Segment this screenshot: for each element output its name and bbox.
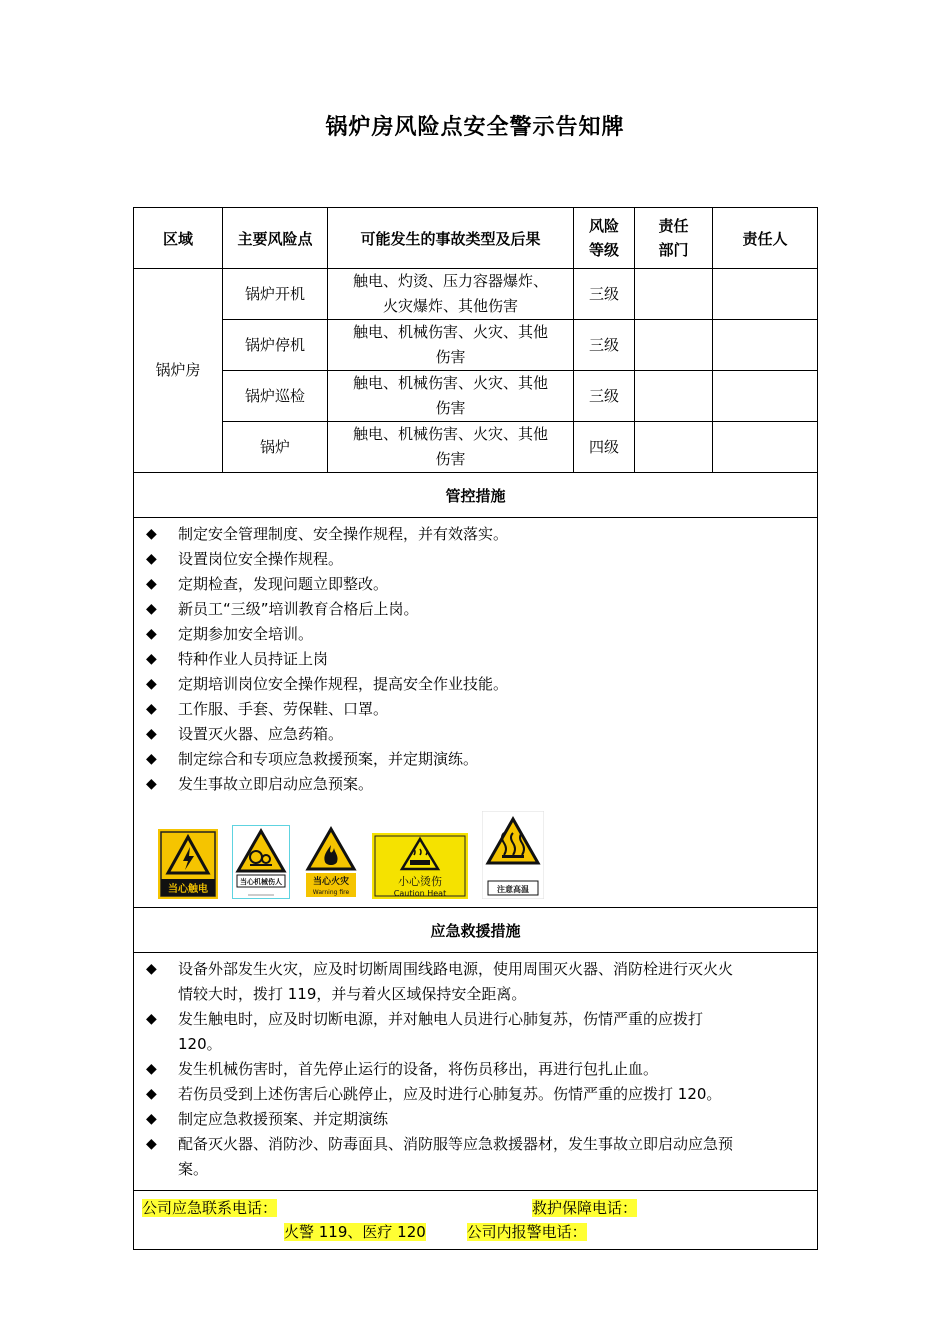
bullet-icon: ◆ xyxy=(146,776,157,792)
bullet-icon: ◆ xyxy=(146,1061,157,1077)
rescue-heading: 应急救援措施 xyxy=(134,908,818,953)
list-item: ◆ 特种作业人员持证上岗 xyxy=(144,647,809,672)
fire-medical-phone-label: 火警 119、医疗 120 xyxy=(284,1223,426,1241)
bullet-icon: ◆ xyxy=(146,576,157,592)
bullet-icon: ◆ xyxy=(146,701,157,717)
fire-warning-sign-icon xyxy=(304,825,358,899)
bullet-icon: ◆ xyxy=(146,526,157,542)
high-temperature-sign-icon xyxy=(482,811,544,899)
header-risk-level: 风险 等级 xyxy=(574,208,635,269)
risk-level-cell: 四级 xyxy=(574,422,635,473)
scald-caution-sign-icon xyxy=(372,833,468,899)
list-item: ◆ 定期检查，发现问题立即整改。 xyxy=(144,572,809,597)
bullet-icon: ◆ xyxy=(146,1086,157,1102)
risk-level-cell: 三级 xyxy=(574,320,635,371)
list-item: ◆ 新员工“三级”培训教育合格后上岗。 xyxy=(144,597,809,622)
svg-text:当心触电: 当心触电 xyxy=(168,884,208,895)
risk-point-cell: 锅炉巡检 xyxy=(223,371,328,422)
bullet-icon: ◆ xyxy=(146,676,157,692)
header-risk-point: 主要风险点 xyxy=(223,208,328,269)
svg-text:当心火灾: 当心火灾 xyxy=(312,877,350,887)
risk-level-cell: 三级 xyxy=(574,269,635,320)
table-row xyxy=(134,371,818,422)
list-item: ◆ 定期培训岗位安全操作规程，提高安全作业技能。 xyxy=(144,672,809,697)
svg-text:Warning fire: Warning fire xyxy=(312,889,350,896)
svg-text:Caution Heat: Caution Heat xyxy=(393,889,447,898)
risk-point-cell: 锅炉开机 xyxy=(223,269,328,320)
risk-point-cell: 锅炉停机 xyxy=(223,320,328,371)
bullet-icon: ◆ xyxy=(146,751,157,767)
controls-list xyxy=(134,518,818,908)
risk-point-cell: 锅炉 xyxy=(223,422,328,473)
accident-cell: 触电、机械伤害、火灾、其他 伤害 xyxy=(328,320,574,371)
risk-table xyxy=(133,207,818,1250)
bullet-icon: ◆ xyxy=(146,651,157,667)
bullet-icon: ◆ xyxy=(146,626,157,642)
emergency-contacts xyxy=(134,1191,818,1250)
bullet-icon: ◆ xyxy=(146,1011,157,1027)
list-item: ◆ 发生事故立即启动应急预案。 xyxy=(144,772,809,797)
list-item: ◆ 若伤员受到上述伤害后心跳停止，应及时进行心肺复苏。伤情严重的应拨打 120。 xyxy=(144,1082,809,1107)
bullet-icon: ◆ xyxy=(146,961,157,977)
electric-shock-sign-icon xyxy=(158,829,218,899)
svg-text:注意高温: 注意高温 xyxy=(497,885,529,894)
list-item: ◆ 工作服、手套、劳保鞋、口罩。 xyxy=(144,697,809,722)
bullet-icon: ◆ xyxy=(146,551,157,567)
dept-cell xyxy=(635,320,713,371)
svg-text:当心机械伤人: 当心机械伤人 xyxy=(240,878,282,886)
header-accident: 可能发生的事故类型及后果 xyxy=(328,208,574,269)
person-cell xyxy=(713,320,818,371)
header-person: 责任人 xyxy=(713,208,818,269)
bullet-icon: ◆ xyxy=(146,601,157,617)
bullet-icon: ◆ xyxy=(146,726,157,742)
warning-signs xyxy=(158,809,809,899)
list-item: ◆ 配备灭火器、消防沙、防毒面具、消防服等应急救援器材，发生事故立即启动应急预 案。 xyxy=(144,1132,809,1182)
page-title: 锅炉房风险点安全警示告知牌 xyxy=(325,115,625,140)
mechanical-injury-sign-icon xyxy=(232,825,290,899)
person-cell xyxy=(713,269,818,320)
bullet-icon: ◆ xyxy=(146,1111,157,1127)
list-item: ◆ 发生触电时，应及时切断电源，并对触电人员进行心肺复苏，伤情严重的应拨打 120。 xyxy=(144,1007,809,1057)
list-item: ◆ 设置灭火器、应急药箱。 xyxy=(144,722,809,747)
list-item: ◆ 发生机械伤害时，首先停止运行的设备，将伤员移出，再进行包扎止血。 xyxy=(144,1057,809,1082)
internal-alarm-phone-label: 公司内报警电话： xyxy=(466,1223,587,1241)
controls-heading: 管控措施 xyxy=(134,473,818,518)
rescue-list xyxy=(134,953,818,1191)
bullet-icon: ◆ xyxy=(146,1136,157,1152)
accident-cell: 触电、灼烫、压力容器爆炸、 火灾爆炸、其他伤害 xyxy=(328,269,574,320)
list-item: ◆ 设置岗位安全操作规程。 xyxy=(144,547,809,572)
list-item: ◆ 制定安全管理制度、安全操作规程，并有效落实。 xyxy=(144,522,809,547)
person-cell xyxy=(713,371,818,422)
header-area: 区域 xyxy=(134,208,223,269)
list-item: ◆ 设备外部发生火灾，应及时切断周围线路电源，使用周围灭火器、消防栓进行灭火火 情较大时，拨打 119，并与着火区域保持安全距离。 xyxy=(144,957,809,1007)
risk-level-cell: 三级 xyxy=(574,371,635,422)
company-emergency-phone-label: 公司应急联系电话： xyxy=(142,1199,278,1217)
table-row xyxy=(134,422,818,473)
rescue-phone-label: 救护保障电话： xyxy=(532,1199,638,1217)
list-item: ◆ 制定综合和专项应急救援预案，并定期演练。 xyxy=(144,747,809,772)
dept-cell xyxy=(635,371,713,422)
list-item: ◆ 制定应急救援预案、并定期演练 xyxy=(144,1107,809,1132)
svg-text:小心烫伤: 小心烫伤 xyxy=(398,875,442,888)
person-cell xyxy=(713,422,818,473)
accident-cell: 触电、机械伤害、火灾、其他 伤害 xyxy=(328,422,574,473)
table-header-row xyxy=(134,208,818,269)
dept-cell xyxy=(635,269,713,320)
accident-cell: 触电、机械伤害、火灾、其他 伤害 xyxy=(328,371,574,422)
table-row xyxy=(134,320,818,371)
dept-cell xyxy=(635,422,713,473)
table-row xyxy=(134,269,818,320)
area-cell: 锅炉房 xyxy=(134,269,223,473)
list-item: ◆ 定期参加安全培训。 xyxy=(144,622,809,647)
header-dept: 责任 部门 xyxy=(635,208,713,269)
